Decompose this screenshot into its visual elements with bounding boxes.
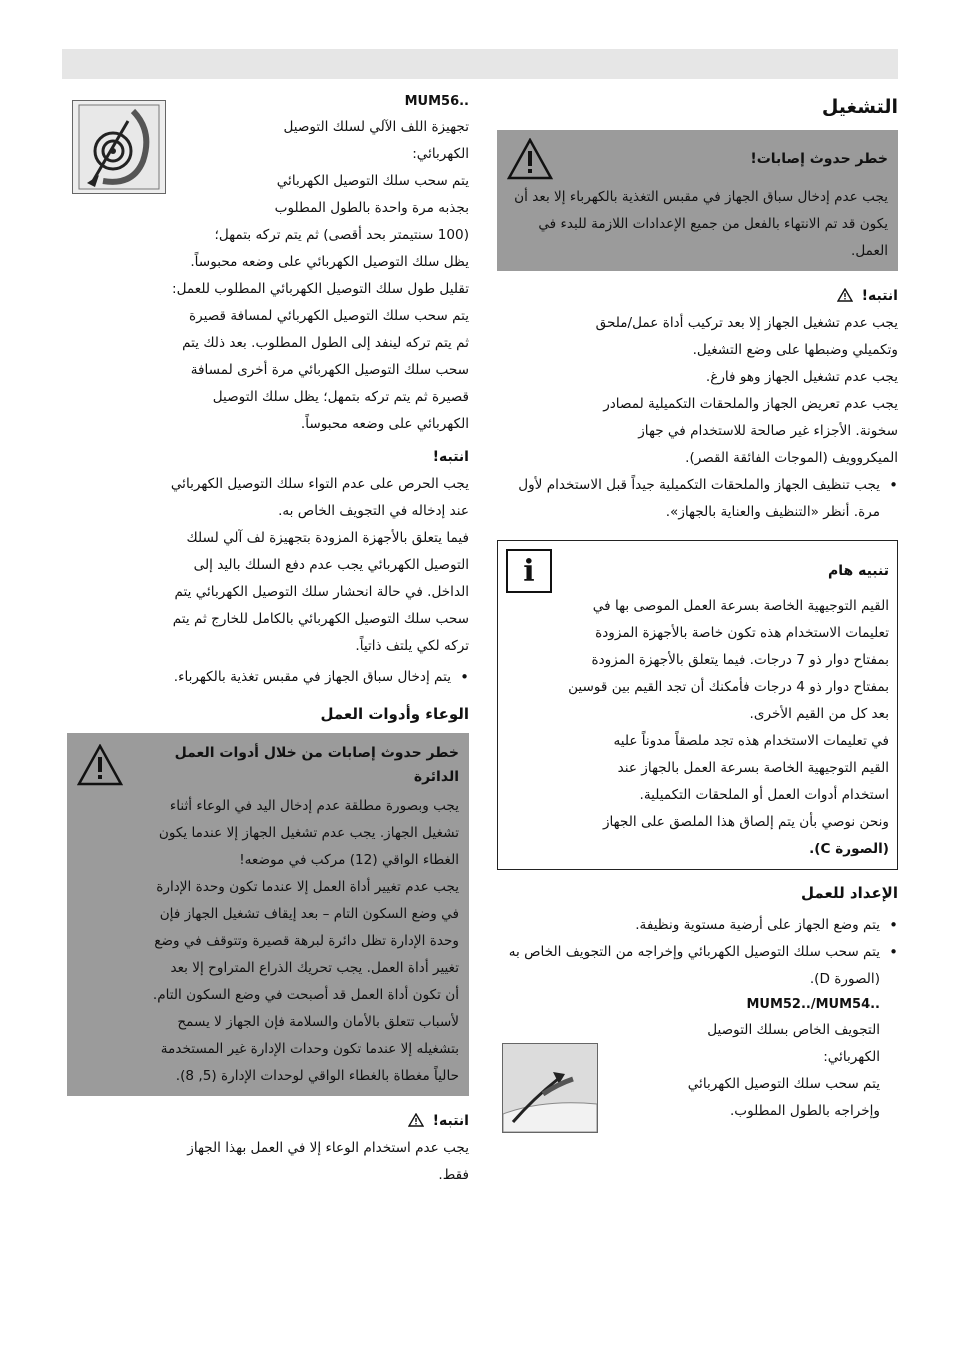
paragraph-line: فيما يتعلق بالأجهزة المزودة بتجهيزة لف آلي لسلك	[186, 530, 469, 546]
attention-title: انتبه!	[497, 283, 898, 310]
paragraph-line: يجب عدم تشغيل الجهاز إلا بعد تركيب أداة عمل/ملحق	[595, 315, 898, 331]
cleaning-list	[497, 472, 898, 526]
paragraph-line: عند إدخاله في التجويف الخاص به.	[278, 503, 469, 519]
note-line: بمفتاح دوار ذو 4 درجات فأمكنك أن تجد القيم بين قوسين	[568, 679, 889, 695]
warning-line: الغطاء الواقي (12) مركب في موضعه!	[239, 852, 459, 868]
note-line: في تعليمات الاستخدام هذه تجد ملصقاً مدوناً عليه	[613, 733, 889, 749]
paragraph-line: سخونة. الأجزاء غير صالحة للاستخدام في جهاز	[638, 423, 898, 439]
warning-line: يجب عدم تغيير أداة العمل إلا عندما تكون وحدة الإدارة	[156, 879, 459, 895]
paragraph-line: التجويف الخاص بسلك التوصيل	[707, 1022, 880, 1038]
paragraph-line: وتكميلي وضبطها على وضع التشغيل.	[692, 342, 898, 358]
paragraph-line: (100 سنتيمتر بحد أقصى) ثم يتم تركه بتمهل؛	[214, 227, 469, 243]
warning-title: خطر حدوث إصابات من خلال أدوات العمل الدائرة	[174, 745, 459, 785]
paragraph-line: يجب عدم تعريض الجهاز والملحقات التكميلية لمصادر	[603, 396, 898, 412]
paragraph-line: الكهربائي على وضعه محبوساً.	[300, 416, 469, 432]
injury-warning-box	[497, 130, 898, 271]
warning-line: تشغيل الجهاز. يجب عدم تشغيل الجهاز إلا عندما يكون	[158, 825, 459, 841]
warning-title: خطر حدوث إصابات!	[750, 151, 888, 167]
paragraph-line: يظل سلك التوصيل الكهربائي على وضعه محبوساً.	[190, 254, 469, 270]
header-bar	[62, 49, 898, 79]
paragraph-line: يجب الحرص على عدم التواء سلك التوصيل الكهربائي	[170, 476, 469, 492]
paragraph-line: تقليل طول سلك التوصيل الكهربائي المطلوب للعمل:	[172, 281, 469, 297]
warning-line: في وضع السكون التام – بعد إيقاف تشغيل الجهاز فإن	[159, 906, 459, 922]
note-line: تعليمات الاستخدام هذه تكون خاصة بالأجهزة المزودة	[595, 625, 889, 641]
caution-icon	[837, 288, 853, 302]
warning-line: أن تكون أداة العمل قد أصبحت في وضع السكون التام.	[152, 987, 459, 1003]
note-line: ونحن نوصي بأن يتم إلصاق هذا الملصق على الجهاز	[602, 814, 889, 830]
warning-triangle-icon	[77, 744, 123, 786]
note-title: تنبيه هام	[828, 563, 889, 579]
paragraph-line: سحب سلك التوصيل الكهربائي بالكامل للخارج ثم يتم	[172, 611, 469, 627]
paragraph-line: الميكروويف (الموجات الفائقة القصر).	[685, 450, 898, 466]
paragraph-line: ثم يتم تركه لينفد إلى الطول المطلوب. بعد ذلك يتم	[182, 335, 469, 351]
warning-line: حالياً مغطاة بالغطاء الواقي لوحدات الإدارة (5, 8).	[175, 1068, 459, 1084]
model-label: MUM52../MUM54..	[746, 997, 880, 1012]
paragraph-line: تجهيزة اللف الآلي لسلك التوصيل	[283, 119, 469, 135]
warning-line: لأسباب تتعلق بالأمان والسلامة فإن الجهاز لا يسمح	[177, 1014, 459, 1030]
paragraph-line: الكهربائي:	[823, 1049, 880, 1065]
paragraph-line: التوصيل الكهربائي يجب عدم دفع السلك باليد إلى	[193, 557, 469, 573]
left-column	[67, 90, 469, 1189]
warning-text: يجب عدم إدخال سباق الجهاز في مقبس التغذية بالكهرباء إلا بعد أن يكون قد تم الانتهاء بالفعل من جميع الإعدادات اللازمة للبدء في العمل.	[514, 189, 888, 259]
note-line: بمفتاح دوار ذو 7 درجات. فيما يتعلق بالأجهزة المزودة	[591, 652, 889, 668]
warning-triangle-icon	[507, 138, 553, 180]
important-note-box	[497, 540, 898, 870]
warning-line: وحدة الإدارة تظل دائرة لبرهة قصيرة وتتوقف في وضع	[154, 933, 459, 949]
paragraph-line: سحب سلك التوصيل الكهربائي مرة أخرى لمسافة	[190, 362, 469, 378]
paragraph-line: يتم سحب سلك التوصيل الكهربائي	[687, 1076, 880, 1092]
list-item: • يجب تنظيف الجهاز والملحقات التكميلية جيداً قبل الاستخدام لأول مرة. أنظر «التنظيف والعناية بالجهاز».	[497, 472, 880, 526]
note-line: القيم التوجيهية الخاصة بسرعة العمل بالجهاز عند	[617, 760, 889, 776]
warning-line: بتشغيله إلا عندما تكون وحدات الإدارة غير المستخدمة	[160, 1041, 459, 1057]
attention-title: انتبه!	[67, 1108, 469, 1135]
list-item: • يتم إدخال سباق الجهاز في مقبس تغذية بالكهرباء.	[67, 664, 451, 691]
preparation-heading: الإعداد للعمل	[801, 884, 898, 902]
preparation-list	[497, 912, 898, 993]
attention-title: انتبه!	[432, 449, 469, 465]
paragraph-line: بجذبه مرة واحدة بالطول المطلوب	[274, 200, 469, 216]
note-line: استخدام أدوات العمل أو الملحقات التكميلية.	[639, 787, 889, 803]
warning-line: يجب وبصورة مطلقة عدم إدخال اليد في الوعاء أثناء	[169, 798, 459, 814]
bowl-tools-heading: الوعاء وأدوات العمل	[320, 705, 469, 723]
paragraph-line: الكهربائي:	[412, 146, 469, 162]
note-line: بعد كل من القيم الأخرى.	[749, 706, 889, 722]
warning-line: تغيير أداة العمل. يجب تحريك الذراع المتراوح إلا بعد	[170, 960, 459, 976]
right-column	[497, 90, 898, 1125]
paragraph-line: تركه لكي يلتف ذاتياً.	[355, 638, 469, 654]
operation-heading: التشغيل	[821, 96, 898, 118]
paragraph-line: يجب عدم تشغيل الجهاز وهو فارغ.	[705, 369, 898, 385]
paragraph-line: فقط.	[438, 1167, 469, 1183]
paragraph-line: يتم سحب سلك التوصيل الكهربائي	[276, 173, 469, 189]
paragraph-line: يجب عدم استخدام الوعاء إلا في العمل بهذا الجهاز	[187, 1140, 469, 1156]
paragraph-line: يتم سحب سلك التوصيل الكهربائي لمسافة قصيرة	[189, 308, 469, 324]
info-icon: i	[506, 549, 552, 593]
list-item: • يتم سحب سلك التوصيل الكهربائي وإخراجه من التجويف الخاص به (الصورة D).	[497, 939, 880, 993]
paragraph-line: قصيرة ثم يتم تركه بتمهل؛ يظل سلك التوصيل	[212, 389, 469, 405]
list-item: • يتم وضع الجهاز على أرضية مستوية ونظيفة.	[497, 912, 880, 939]
note-line: القيم التوجيهية الخاصة بسرعة العمل الموصى بها في	[592, 598, 889, 614]
note-line: (الصورة C).	[809, 841, 889, 857]
plug-list	[67, 664, 469, 691]
paragraph-line: وإخراجه بالطول المطلوب.	[729, 1103, 880, 1119]
model-label: MUM56..	[404, 94, 469, 109]
rotating-tools-warning-box	[67, 733, 469, 1096]
caution-icon	[408, 1113, 424, 1127]
paragraph-line: الداخل. في حالة انحشار سلك التوصيل الكهربائي يتم	[174, 584, 469, 600]
